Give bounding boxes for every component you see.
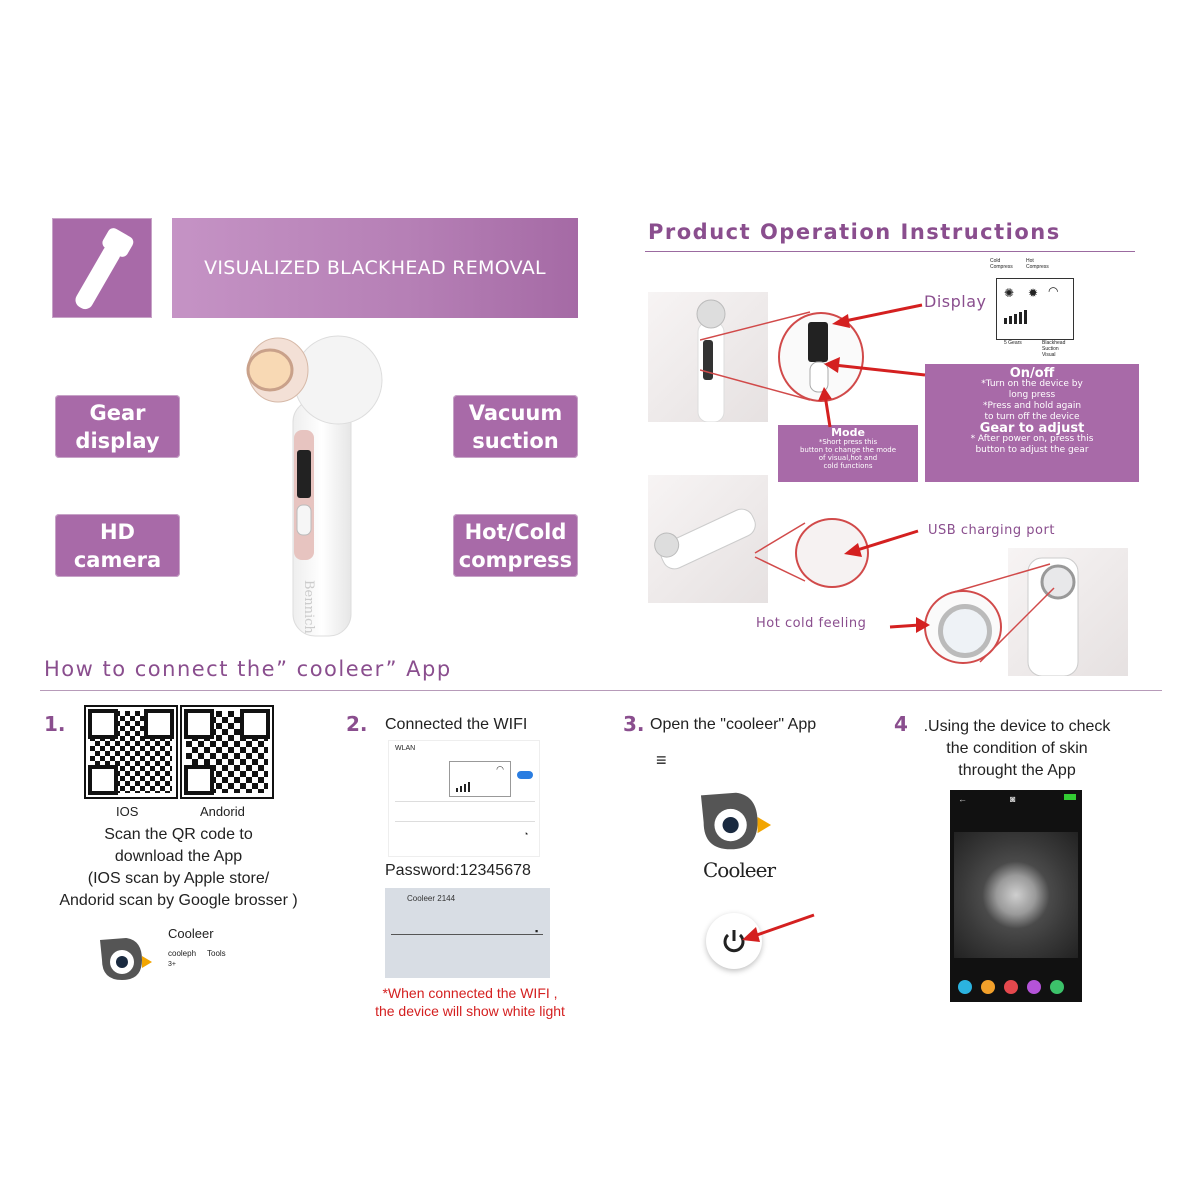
- display-hot-caption: Hot Compress: [1026, 258, 1049, 270]
- arrow-display: [830, 300, 925, 330]
- wlan-title: WLAN: [395, 745, 416, 752]
- back-icon[interactable]: ←: [958, 794, 967, 804]
- qr-code-ios[interactable]: [84, 705, 178, 799]
- device-brand: Bennich: [301, 580, 316, 634]
- step1-text: Scan the QR code to download the App (IOS scan by Apple store/ Andorid scan by Google brosser ): [59, 826, 298, 909]
- usb-label: USB charging port: [928, 523, 1055, 538]
- connect-title: How to connect the” cooleer” App: [44, 657, 452, 681]
- wifi-signal-popup: [449, 761, 511, 797]
- menu-icon[interactable]: ≡: [656, 750, 667, 770]
- step4-number: 4: [894, 712, 908, 736]
- phone-screenshot: [950, 790, 1082, 1002]
- camera-icon[interactable]: ◙: [1010, 794, 1016, 804]
- wifi-icon: ◠: [1048, 284, 1059, 298]
- arrow-onoff: [820, 355, 930, 385]
- mode-title: Mode: [831, 426, 865, 439]
- tool-icon-tile: [52, 218, 152, 318]
- operation-rule: [645, 251, 1135, 252]
- cooleer-app-icon: [98, 936, 154, 982]
- wlan-screenshot: [388, 740, 540, 857]
- feature-hot-cold-compress: Hot/Cold compress: [453, 514, 578, 577]
- gear-bars-icon: [1004, 310, 1027, 324]
- display-cold-caption: Cold Compress: [990, 258, 1013, 270]
- display-diagram: [990, 258, 1076, 358]
- app-subtitle: cooleph Tools: [168, 949, 226, 958]
- feature-vacuum-suction: Vacuum suction: [453, 395, 578, 458]
- operation-title: Product Operation Instructions: [648, 220, 1061, 244]
- arrow-usb: [840, 525, 920, 560]
- cooleer-logo-icon: [698, 790, 774, 852]
- device-icon: [67, 223, 137, 313]
- step3-number: 3.: [623, 712, 645, 736]
- onoff-text: *Turn on the device by long press *Press and hold again to turn off the device: [981, 379, 1083, 422]
- hot-icon: ✹: [1028, 286, 1039, 300]
- onoff-title: On/off: [1009, 366, 1055, 381]
- display-wifi-caption: Blackhead Suction Visual: [1042, 340, 1066, 358]
- step4-title: .Using the device to check the condition of skin throught the App: [923, 718, 1111, 779]
- mode-button-green[interactable]: [1050, 980, 1064, 994]
- feature-gear-display: Gear display: [55, 395, 180, 458]
- arrow-mode: [815, 385, 845, 430]
- qr-android-label: Andorid: [200, 804, 245, 819]
- step2-title: Connected the WIFI: [385, 716, 528, 733]
- app-name: Cooleer: [168, 926, 214, 941]
- gear-title: Gear to adjust: [979, 421, 1085, 436]
- banner-title: VISUALIZED BLACKHEAD REMOVAL: [204, 257, 546, 279]
- battery-icon: [1064, 794, 1076, 800]
- connect-rule: [40, 690, 1162, 691]
- mode-button-purple[interactable]: [1027, 980, 1041, 994]
- display-gears-caption: 5 Gears: [1004, 340, 1022, 346]
- wifi-lock-icon: ◔: [523, 829, 529, 839]
- step3-title: Open the "cooleer" App: [650, 716, 817, 733]
- display-label: Display: [924, 292, 987, 311]
- skin-view: [954, 832, 1078, 958]
- onoff-box: [925, 364, 1139, 482]
- app-age-badge: 3+: [168, 961, 176, 968]
- step1-number: 1.: [44, 712, 66, 736]
- wifi-password: Password:12345678: [385, 862, 531, 879]
- ssid-screenshot: [385, 888, 550, 978]
- qr-ios-label: IOS: [116, 804, 139, 819]
- wifi-note: *When connected the WIFI , the device will show white light: [375, 985, 565, 1019]
- banner: [172, 218, 578, 318]
- mode-box: [778, 425, 918, 482]
- wifi-icon: ◠: [496, 764, 504, 774]
- hotcold-label: Hot cold feeling: [756, 616, 867, 631]
- mode-text: *Short press this button to change the mode of visual,hot and cold functions: [799, 438, 897, 470]
- mode-button-red[interactable]: [1004, 980, 1018, 994]
- arrow-hotcold: [888, 615, 933, 635]
- step2-number: 2.: [346, 712, 368, 736]
- gear-text: * After power on, press this button to adjust the gear: [970, 434, 1094, 455]
- qr-code-android[interactable]: [180, 705, 274, 799]
- mode-button-orange[interactable]: [981, 980, 995, 994]
- cold-icon: ✺: [1004, 286, 1015, 300]
- app-toolbar: [958, 980, 1064, 994]
- feature-hd-camera: HD camera: [55, 514, 180, 577]
- ssid-name: Cooleer 2144: [407, 894, 456, 903]
- cooleer-logo-text: Cooleer: [703, 858, 776, 882]
- device-image: [238, 330, 388, 640]
- usb-guide-lines: [750, 515, 810, 585]
- mode-button-blue[interactable]: [958, 980, 972, 994]
- wlan-toggle[interactable]: [517, 771, 533, 779]
- more-icon[interactable]: ▪: [535, 926, 539, 936]
- hotcold-guide-lines: [950, 560, 1060, 670]
- arrow-power: [738, 912, 818, 947]
